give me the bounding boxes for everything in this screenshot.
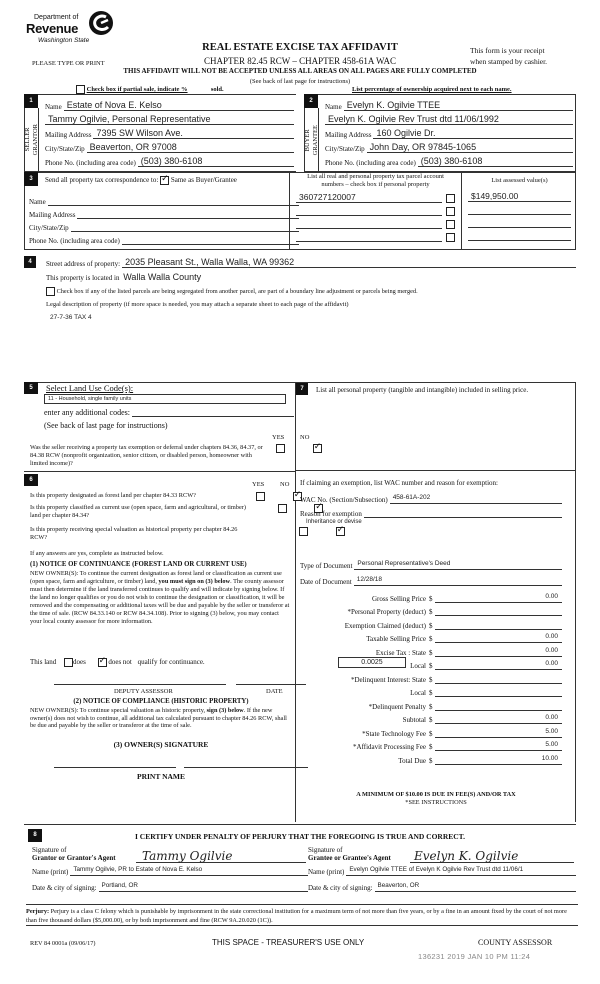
partial-sale-row: [76, 85, 224, 94]
property-street-field[interactable]: 2035 Pleasant St., Walla Walla, WA 99362: [122, 257, 576, 268]
wac-number-field[interactable]: 458-61A-202: [390, 494, 562, 504]
notice2-title: (2) NOTICE OF COMPLIANCE (HISTORIC PROPERTY): [73, 698, 249, 705]
reason-line: [364, 508, 562, 518]
subtotal-field[interactable]: 0.00: [435, 714, 563, 724]
land-does-checkbox[interactable]: [64, 658, 73, 667]
grantee-print-name-field[interactable]: Evelyn Ogilvie TTEE of Evelyn K Ogilvie Rev Trust dtd 11/06/1: [346, 866, 576, 876]
partial-sale-label: Check box if partial sale, indicate %: [86, 85, 188, 93]
exemption-instruction: If claiming an exemption, list WAC number and reason for exemption:: [300, 479, 498, 487]
seller-name2-field[interactable]: Tammy Ogilvie, Personal Representative: [45, 114, 294, 125]
send-correspondence-label: Send all property tax correspondence to:: [45, 176, 159, 185]
owner-signature-line-2[interactable]: [184, 767, 308, 768]
same-as-buyer-checkbox[interactable]: [160, 176, 169, 185]
section-8-signatures: 8 I CERTIFY UNDER PENALTY OF PERJURY THAT THE FOREGOING IS TRUE AND CORRECT. Signature of Grantor or Grantor's Agent Tammy Ogilvie Name (print) Tammy Ogilvie, PR to Estate of Nova E. Kelso Date & city of signing: Portland, OR Signature of Grantee or Grantee's Agent Evelyn K. Ogilvie Name (print) Evelyn Ogilvie TTEE of Evelyn K Ogilvie Rev Trust dtd 11/06/1 Date & city of signing: Beaverton, OR: [24, 824, 576, 899]
seller-phone-field[interactable]: (503) 380-6108: [138, 156, 294, 167]
logo-revenue: Revenue: [26, 21, 79, 36]
section-2-buyer: 2 BUYER GRANTEE Name Evelyn K. Ogilvie TTEE Evelyn K. Ogilvie Rev Trust dtd 11/06/1992 Mailing Address 160 Ogilvie Dr. City/State/Zip John Day, OR 97845-1065 Phone No. (including area code) (503) 380-6108: [304, 94, 576, 172]
print-name-label: PRINT NAME: [137, 772, 185, 781]
state-technology-fee-field[interactable]: 5.00: [435, 728, 563, 738]
section-number-1: 1: [24, 94, 38, 108]
section-5-land-use: 5 Select Land Use Code(s): 11 - Household, single family units enter any additional codes: (See back of last page for instructions) YES NO Was the seller receiving a property tax exemption or deferral under chapters 84.36, 84.37, or 84.38 RCW (nonprofit organization, senior citizen, or disabled person, homeowner with limited income)? ✓: [24, 382, 296, 472]
excise-tax-state-field[interactable]: 0.00: [435, 647, 563, 657]
correspondence-address-field[interactable]: [77, 209, 299, 219]
assessed-column: [461, 172, 577, 250]
parcel-column: [289, 172, 461, 250]
treasurer-space: THIS SPACE - TREASURER'S USE ONLY: [212, 938, 365, 947]
document-type-field[interactable]: Personal Representative's Deed: [354, 560, 562, 570]
document-date-field[interactable]: 12/28/18: [354, 576, 562, 586]
parcel-account-field[interactable]: [296, 232, 442, 242]
current-use-yes-checkbox[interactable]: [278, 504, 287, 513]
if-yes-note: If any answers are yes, complete as instructed below.: [30, 550, 164, 557]
reason-exemption-field[interactable]: Inheritance or devise: [306, 519, 362, 525]
segregated-parcel-checkbox[interactable]: [46, 287, 55, 296]
affidavit-processing-fee-field[interactable]: 5.00: [435, 741, 563, 751]
parcel-account-field[interactable]: [296, 219, 442, 229]
receipt-note-1: This form is your receipt: [470, 46, 545, 55]
assessed-value-field[interactable]: [468, 231, 571, 241]
personal-property-label: List all personal property (tangible and intangible) included in selling price.: [316, 386, 529, 394]
ownership-note: List percentage of ownership acquired next to each name.: [352, 86, 512, 93]
assessed-header: List assessed value(s): [491, 177, 548, 184]
section-number-4: 4: [24, 256, 36, 268]
tax-calculation: Gross Selling Price $ 0.00 *Personal Property (deduct) $ Exemption Claimed (deduct) $ Taxable Selling Price $ 0.00 Excise Tax : State $ 0.00 0.0025 Local $ 0.00 *Delinquent Interest: State $ Local $ *Delinquent Penalty $ Subtotal $ 0.00 *State Technology Fee $ 5.00 *Affidavit Processing Fee $ 5.00 Total Due $ 10.00: [296, 589, 576, 765]
county-assessor-space: COUNTY ASSESSOR: [478, 938, 553, 947]
buyer-address-field[interactable]: 160 Ogilvie Dr.: [373, 128, 573, 139]
notice1-text: NEW OWNER(S): To continue the current designation as forest land or classification as current use (open space, farm and agriculture, or timber) land, you must sign on (3) below. The county assessor must then determine if the land transferred continues to qualify and will indicate by signing below. If the land no longer qualifies or you do not wish to continue the designation or classification, it will be removed and the compensating or additional taxes will be due and payable by the seller or transferor at the time of sale. (RCW 84.33.140 or RCW 84.34.108). Prior to signing (3) below, you may contact your local county assessor for more information.: [30, 570, 290, 625]
parcel-account-field[interactable]: [296, 206, 442, 216]
section-number-3: 3: [24, 172, 38, 186]
seller-city-field[interactable]: Beaverton, OR 97008: [87, 142, 294, 153]
section-6-designation: 6 YES NO Is this property designated as forest land per chapter 84.33 RCW? ✓ Is this property classified as current use (open space, farm and agricultural, or timber) land per chapter 84.34? ✓ Is this property receiving special valuation as historical property per chapter 84.26 RCW? ✓ If any answers are yes, complete as instructed below. (1) NOTICE OF CONTINUANCE (FOREST LAND OR CURRENT USE) NEW OWNER(S): To continue the current designation as forest land or classification as current use (open space, farm and agriculture, or timber) land, you must sign on (3) below. The county assessor must then determine if the land transferred continues to qualify and will indicate by signing below. If the land no longer qualifies or you do not wish to continue the designation or classification, it will be removed and the compensating or additional taxes will be due and payable by the seller or transferor at the time of sale. (RCW 84.33.140 or RCW 84.34.108). Prior to signing (3) below, you may contact your local county assessor for more information. This land does ✓ does not qualify for continuance. DEPUTY ASSESSOR DATE (2) NOTICE OF COMPLIANCE (HISTORIC PROPERTY) NEW OWNER(S): To continue special valuation as historic property, sign (3) below. If the new owner(s) does not wish to continue, all additional tax calculated pursuant to chapter 84.26 RCW, shall be due and payable by the seller or transferor at the time of sale. (3) OWNER(S) SIGNATURE PRINT NAME: [24, 474, 296, 824]
section-number-2: 2: [304, 94, 318, 108]
buyer-side-label: BUYER GRANTEE: [305, 108, 319, 172]
assessed-value-field[interactable]: [468, 205, 571, 215]
minimum-due-note: A MINIMUM OF $10.00 IS DUE IN FEE(S) AND/OR TAX: [356, 791, 516, 798]
exemption-claimed-field[interactable]: [435, 620, 563, 630]
page-title: REAL ESTATE EXCISE TAX AFFIDAVIT: [202, 42, 398, 53]
page-subtitle: CHAPTER 82.45 RCW – CHAPTER 458-61A WAC: [204, 56, 396, 66]
land-use-see-back: (See back of last page for instructions): [44, 421, 168, 430]
grantor-signature-field[interactable]: Tammy Ogilvie: [136, 849, 306, 863]
recording-stamp: 136231 2019 JAN 10 PM 11:24: [418, 952, 531, 961]
taxable-selling-price-field[interactable]: 0.00: [435, 633, 563, 643]
delinquent-penalty-field[interactable]: [435, 701, 563, 711]
seller-address-field[interactable]: 7395 SW Wilson Ave.: [93, 128, 294, 139]
grantor-print-name-field[interactable]: Tammy Ogilvie, PR to Estate of Nova E. Kelso: [70, 866, 308, 876]
local-rate-field[interactable]: 0.0025: [338, 657, 406, 668]
notice1-title: (1) NOTICE OF CONTINUANCE (FOREST LAND OR CURRENT USE): [30, 561, 247, 568]
dor-logo: [22, 10, 122, 48]
owner-signature-label: (3) OWNER(S) SIGNATURE: [113, 740, 209, 749]
personal-property-deduct-field[interactable]: [435, 606, 563, 616]
buyer-phone-field[interactable]: (503) 380-6108: [418, 156, 573, 167]
partial-sale-checkbox[interactable]: [76, 85, 85, 94]
excise-tax-local-field[interactable]: 0.00: [435, 660, 563, 670]
seller-name-field[interactable]: Estate of Nova E. Kelso: [64, 100, 294, 111]
section-4-property: 4 Street address of property: 2035 Pleasant St., Walla Walla, WA 99362 This property is located in Walla Walla County Check box if any of the listed parcels are being segregated from another parcel, are part of a boundary line adjustment or parcels being merged. Legal description of property (if more space is needed, you may attach a separate sheet to each page of the affidavit) 27-7-36 TAX 4: [24, 256, 576, 366]
exemption-question: Was the seller receiving a property tax exemption or deferral under chapters 84.36, 84.37, or 84.38 RCW (nonprofit organization, senior citizen, or disabled person, homeowner with limited income)?: [30, 444, 263, 467]
land-use-select[interactable]: 11 - Household, single family units: [44, 394, 286, 404]
dor-swirl-icon: [88, 10, 114, 36]
personal-property-checkbox[interactable]: [446, 207, 455, 216]
gross-selling-price-field[interactable]: 0.00: [435, 593, 563, 603]
owner-signature-line[interactable]: [54, 767, 176, 768]
personal-property-checkbox[interactable]: [446, 220, 455, 229]
parcel-account-field[interactable]: 360727120007: [296, 192, 442, 203]
assessed-value-field[interactable]: [468, 218, 571, 228]
please-type: PLEASE TYPE OR PRINT: [32, 60, 105, 67]
correspondence-name-field[interactable]: [48, 196, 299, 206]
section-1-seller: 1 SELLER GRANTOR Name Estate of Nova E. Kelso Tammy Ogilvie, Personal Representative Mailing Address 7395 SW Wilson Ave. City/State/Zip Beaverton, OR 97008 Phone No. (including area code) (503) 380-6108: [24, 94, 296, 172]
legal-description-field[interactable]: 27-7-36 TAX 4: [50, 314, 92, 321]
same-as-buyer-label: Same as Buyer/Grantee: [170, 176, 237, 185]
land-does-not-checkbox[interactable]: [98, 658, 107, 667]
delinquent-interest-local-field[interactable]: [435, 687, 563, 697]
forest-land-yes-checkbox[interactable]: [256, 492, 265, 501]
legal-description-label: Legal description of property (if more space is needed, you may attach a separate sheet to each page of the affidavit): [46, 301, 349, 308]
personal-property-checkbox[interactable]: [446, 233, 455, 242]
parcel-header: List all real and personal property tax parcel account numbers – check box if personal property: [307, 173, 444, 188]
assessed-value-field[interactable]: $149,950.00: [468, 191, 571, 202]
see-back-note: (See back of last page for instructions): [249, 78, 351, 85]
grantee-signature-field[interactable]: Evelyn K. Ogilvie: [410, 849, 574, 863]
perjury-notice: Perjury: Perjury is a class C felony which is punishable by imprisonment in the state correctional institution for a maximum term of not more than five years, or by a fine in an amount fixed by the court of not more than five thousand dollars ($5,000.00), or by both imprisonment and fine (RCW 9A.20.020 (1C)).: [26, 904, 578, 926]
section-7-tax: 7 List all personal property (tangible and intangible) included in selling price. If claiming an exemption, list WAC number and reason for exemption: WAC No. (Section/Subsection) 458-61A-202 Reason for exemption Inheritance or devise Type of Document Personal Representative's Deed Date of Document 12/28/18 Gross Selling Price $ 0.00 *Personal Property (deduct) $ Exemption Claimed (deduct) $ Taxable Selling Price $ 0.00 Excise Tax : State $ 0.00 0.0025 Local $ 0.00 *Delinquent Interest: State $ Local $ *Delinquent Penalty $ Subtotal $ 0.00 *State Technology Fee $ 5.00 *Affidavit Processing Fee $ 5.00 Total Due $ 10.00 A MINIMUM OF $10.00 IS DUE IN FEE(S) AND/OR TAX *SEE INSTRUCTIONS: [296, 382, 576, 822]
receipt-note-2: when stamped by cashier.: [470, 57, 548, 66]
section-3-correspondence: 3 Send all property tax correspondence to: ✓ Same as Buyer/Grantee Name Mailing Address City/State/Zip Phone No. (including area code) List all real and personal property tax parcel account numbers – check box if personal property 360727120007 List assessed value(s) $149,950.00: [24, 172, 576, 250]
personal-property-checkbox[interactable]: [446, 194, 455, 203]
current-use-question: Is this property classified as current use (open space, farm and agricultural, or timber) land per chapter 84.34?: [30, 504, 246, 519]
personal-property-area[interactable]: [296, 409, 576, 471]
exemption-yes-checkbox[interactable]: [276, 444, 285, 453]
acceptance-warning: THIS AFFIDAVIT WILL NOT BE ACCEPTED UNLESS ALL AREAS ON ALL PAGES ARE FULLY COMPLETED: [123, 67, 477, 75]
section-number-7: 7: [296, 383, 308, 395]
property-county-field[interactable]: Walla Walla County: [123, 272, 202, 282]
section-number-5: 5: [24, 382, 38, 394]
grantee-date-city-field[interactable]: Beaverton, OR: [375, 882, 576, 892]
seller-side-label: SELLER GRANTOR: [25, 108, 39, 172]
total-due-field[interactable]: 10.00: [435, 755, 563, 765]
delinquent-interest-state-field[interactable]: [435, 674, 563, 684]
grantor-date-city-field[interactable]: Portland, OR: [99, 882, 308, 892]
correspondence-phone-field[interactable]: [122, 235, 299, 245]
logo-state: Washington State: [38, 37, 90, 44]
logo-dept: Department of: [34, 14, 79, 21]
buyer-name2-field[interactable]: Evelyn K. Ogilvie Rev Trust dtd 11/06/1992: [325, 114, 573, 125]
form-number: REV 84 0001a (09/06/17): [30, 940, 96, 947]
historical-question: Is this property receiving special valuation as historical property per chapter 84.26 RCW?: [30, 526, 238, 541]
section-number-8: 8: [28, 829, 42, 842]
certify-statement: I CERTIFY UNDER PENALTY OF PERJURY THAT THE FOREGOING IS TRUE AND CORRECT.: [134, 832, 465, 841]
buyer-name-field[interactable]: Evelyn K. Ogilvie TTEE: [344, 100, 573, 111]
buyer-city-field[interactable]: John Day, OR 97845-1065: [367, 142, 573, 153]
partial-sale-sold: sold.: [210, 85, 224, 93]
correspondence-city-field[interactable]: [71, 222, 299, 232]
additional-codes-field[interactable]: [132, 407, 294, 417]
section-number-6: 6: [24, 474, 38, 486]
see-instructions-note: *SEE INSTRUCTIONS: [405, 799, 467, 806]
notice2-text: NEW OWNER(S): To continue special valuation as historic property, sign (3) below. If the new owner(s) does not wish to continue, all additional tax calculated pursuant to chapter 84.26 RCW, shall be due and payable by the seller or transferor at the time of sale.: [30, 707, 287, 729]
forest-land-question: Is this property designated as forest land per chapter 84.33 RCW?: [30, 492, 196, 499]
deputy-assessor-signature-line[interactable]: [54, 684, 226, 685]
land-use-label: Select Land Use Code(s):: [46, 383, 134, 393]
